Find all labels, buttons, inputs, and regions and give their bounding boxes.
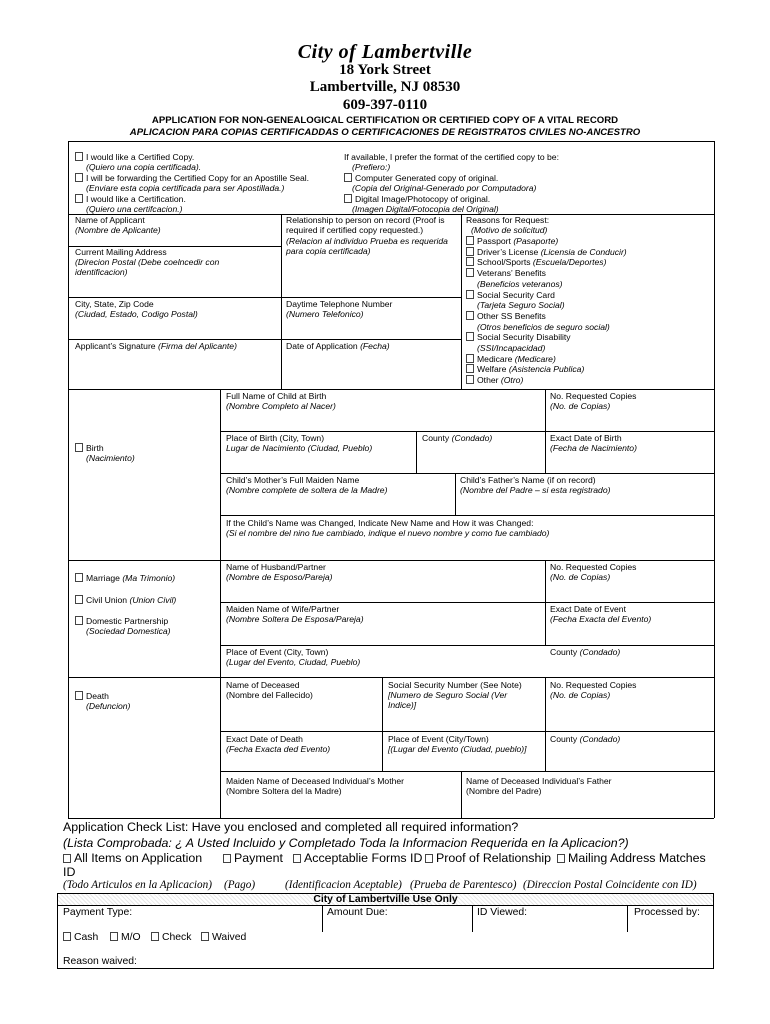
cash-checkbox[interactable]: [63, 932, 71, 941]
reason-item[interactable]: Passport (Pasaporte): [466, 236, 558, 247]
cash-option[interactable]: Cash: [63, 930, 98, 945]
reason-item[interactable]: Driver’s License (Licensia de Conducir): [466, 247, 627, 258]
wife-name-label: Maiden Name of Wife/Partner: [226, 604, 340, 614]
marriage-date-field[interactable]: [546, 626, 713, 644]
application-date-field[interactable]: [282, 353, 460, 388]
deceased-name-field[interactable]: [221, 702, 381, 730]
birth-date-spanish: (Fecha de Nacimiento): [550, 443, 637, 453]
check-option[interactable]: Check: [151, 930, 191, 945]
digital-image-spanish: (Imagen Digital/Fotocopia del Original): [352, 204, 499, 214]
checklist-spanish-4: (Direccion Postal Coincidente con ID): [523, 879, 697, 891]
birth-option[interactable]: Birth: [75, 443, 104, 454]
reason-checkbox[interactable]: [466, 268, 474, 277]
computer-generated-option[interactable]: Computer Generated copy of original.: [344, 173, 498, 184]
mailing-address-spanish-2: identificacion): [75, 267, 128, 277]
marriage-place-field[interactable]: [221, 668, 544, 676]
death-place-label: Place of Event (City/Town): [388, 734, 489, 744]
reason-item[interactable]: Welfare (Asistencia Publica): [466, 364, 584, 375]
telephone-field[interactable]: [282, 321, 460, 338]
reason-checkbox[interactable]: [466, 354, 474, 363]
reason-item: (Otros beneficios de seguro social): [477, 321, 610, 332]
apostille-option[interactable]: I will be forwarding the Certified Copy for an Apostille Seal.: [75, 173, 309, 184]
civil-union-option[interactable]: Civil Union (Union Civil): [75, 595, 176, 606]
wife-name-field[interactable]: [221, 626, 544, 644]
ssn-spanish-2: Indice)]: [388, 700, 417, 710]
money-order-option[interactable]: M/O: [110, 930, 141, 945]
mailing-address-spanish-1: (Direcion Postal (Debe coelncedir con: [75, 257, 220, 267]
domestic-partnership-spanish: (Sociedad Domestica): [86, 626, 171, 636]
husband-name-spanish: (Nombre de Esposo/Pareja): [226, 572, 333, 582]
relationship-field[interactable]: [282, 258, 460, 296]
checklist-forms-id[interactable]: Acceptablie Forms ID: [293, 851, 422, 866]
husband-name-field[interactable]: [221, 584, 544, 601]
domestic-partnership-option[interactable]: Domestic Partnership: [75, 616, 168, 627]
birth-place-label: Place of Birth (City, Town): [226, 433, 325, 443]
certification-spanish: (Quiero una certifcacion.): [86, 204, 183, 214]
checklist-id-wrap: ID: [63, 865, 76, 879]
checklist-title-spanish: (Lista Comprobada: ¿ A Usted Incluido y Completado Toda la Informacion Requerida en la Aplicacion?): [63, 836, 629, 850]
certification-checkbox[interactable]: [75, 194, 83, 203]
wife-name-spanish: (Nombre Soltera De Esposa/Pareja): [226, 614, 364, 624]
birth-place-spanish: Lugar de Nacimiento (Ciudad, Pueblo): [226, 443, 373, 453]
marriage-place-label: Place of Event (City, Town): [226, 647, 329, 657]
signature-label: Applicant’s Signature (Firma del Aplicante): [75, 341, 237, 351]
reason-checkbox[interactable]: [466, 375, 474, 384]
city-state-zip-field[interactable]: [69, 321, 280, 338]
applicant-name-field[interactable]: [69, 236, 280, 245]
deceased-mother-field[interactable]: [221, 798, 460, 817]
reason-item[interactable]: Veterans’ Benefits: [466, 268, 546, 279]
reason-waived-label: Reason waived:: [63, 956, 137, 967]
marriage-date-label: Exact Date of Event: [550, 604, 626, 614]
street-address: 18 York Street: [339, 62, 431, 78]
birth-date-field[interactable]: [546, 455, 713, 472]
reason-checkbox[interactable]: [466, 332, 474, 341]
forms-id-checkbox[interactable]: [293, 854, 301, 863]
signature-field[interactable]: [69, 353, 280, 388]
checklist-title: Application Check List: Have you enclosed and completed all required information?: [63, 820, 519, 834]
waived-checkbox[interactable]: [201, 932, 209, 941]
amount-due-label: Amount Due:: [327, 907, 388, 918]
ssn-label: Social Security Number (See Note): [388, 680, 522, 690]
money-order-checkbox[interactable]: [110, 932, 118, 941]
relationship-label-2: required if certified copy requested.): [286, 225, 424, 235]
death-copies-spanish: (No. de Copias): [550, 690, 611, 700]
death-place-spanish: [(Lugar del Evento (Ciudad, pueblo)]: [388, 744, 527, 754]
birth-copies-field[interactable]: [546, 413, 713, 430]
form-title-spanish: APLICACION PARA COPIAS CERTIFICADDAS O CERTIFICACIONES DE REGISTRATOS CIVILES NO-ANCESTRO: [129, 127, 641, 138]
computer-generated-spanish: (Copia del Original-Generado por Computadora): [352, 183, 537, 193]
form-title: APPLICATION FOR NON-GENEALOGICAL CERTIFICATION OR CERTIFIED COPY OF A VITAL RECORD: [151, 115, 619, 126]
deceased-name-label: Name of Deceased: [226, 680, 300, 690]
applicant-name-spanish: (Nombre de Aplicante): [75, 225, 161, 235]
death-county-label: County (Condado): [550, 734, 621, 744]
reason-item[interactable]: Other (Otro): [466, 375, 523, 386]
certification-option[interactable]: I would like a Certification.: [75, 194, 186, 205]
reason-item: (Tarjeta Seguro Social): [477, 300, 565, 311]
reason-checkbox[interactable]: [466, 290, 474, 299]
ssn-spanish-1: [Numero de Seguro Social (Ver: [388, 690, 508, 700]
marriage-copies-spanish: (No. de Copias): [550, 572, 611, 582]
birth-spanish: (Nacimiento): [86, 453, 135, 463]
deceased-name-spanish: (Nombre del Fallecido): [226, 690, 313, 700]
apostille-spanish: (Enviare esta copia certificada para ser Apostillada.): [86, 183, 285, 193]
reason-item[interactable]: Social Security Disability: [466, 332, 571, 343]
birth-copies-spanish: (No. de Copias): [550, 401, 611, 411]
checklist-mailing-address[interactable]: Mailing Address Matches: [557, 851, 706, 866]
checklist-all-items[interactable]: All Items on Application: [63, 851, 202, 866]
death-copies-field[interactable]: [546, 702, 713, 730]
certified-copy-spanish: (Quiero una copia certificada).: [86, 162, 202, 172]
reason-item[interactable]: School/Sports (Escuela/Deportes): [466, 257, 606, 268]
mother-name-spanish: (Nombre complete de soltera de la Madre): [226, 485, 388, 495]
name-changed-field[interactable]: [221, 540, 713, 559]
office-phone: 609-397-0110: [342, 97, 428, 113]
marriage-county-label: County (Condado): [550, 647, 621, 657]
birth-county-label: County (Condado): [422, 433, 493, 443]
marriage-copies-field[interactable]: [546, 584, 713, 601]
certified-copy-checkbox[interactable]: [75, 152, 83, 161]
applicant-name-label: Name of Applicant: [75, 215, 145, 225]
waived-option[interactable]: Waived: [201, 930, 246, 945]
digital-image-checkbox[interactable]: [344, 194, 352, 203]
mailing-address-checkbox[interactable]: [557, 854, 565, 863]
city-state-zip: Lambertville, NJ 08530: [309, 79, 461, 95]
father-name-spanish: (Nombre del Padre – si esta registrado): [460, 485, 611, 495]
mailing-address-label: Current Mailing Address: [75, 247, 167, 257]
relationship-label-1: Relationship to person on record (Proof is: [286, 215, 445, 225]
child-name-spanish: (Nombre Completo al Nacer): [226, 401, 336, 411]
reasons-title: Reasons for Request:: [466, 215, 550, 225]
child-name-field[interactable]: [221, 413, 544, 430]
reason-item[interactable]: Social Security Card: [466, 290, 555, 301]
city-state-zip-spanish: (Ciudad, Estado, Codigo Postal): [75, 309, 198, 319]
checklist-relationship[interactable]: Proof of Relationship: [425, 851, 551, 866]
relationship-spanish-1: (Relacion al individuo Prueba es requerida: [286, 236, 448, 246]
payment-type-label: Payment Type:: [63, 907, 133, 918]
format-question: If available, I prefer the format of the certified copy to be:: [344, 152, 559, 162]
domestic-partnership-checkbox[interactable]: [75, 616, 83, 625]
marriage-date-spanish: (Fecha Exacta del Evento): [550, 614, 652, 624]
payment-checkbox[interactable]: [223, 854, 231, 863]
birth-checkbox[interactable]: [75, 443, 83, 452]
mother-name-label: Child’s Mother’s Full Maiden Name: [226, 475, 360, 485]
reason-item[interactable]: Medicare (Medicare): [466, 354, 556, 365]
format-question-spanish: (Prefiero:): [352, 162, 391, 172]
telephone-spanish: (Numero Telefonico): [286, 309, 364, 319]
death-checkbox[interactable]: [75, 691, 83, 700]
reasons-title-spanish: (Motivo de solicitud): [471, 225, 548, 235]
mother-name-field[interactable]: [221, 497, 454, 514]
birth-county-field[interactable]: [417, 445, 544, 472]
deceased-father-field[interactable]: [462, 798, 713, 817]
deceased-mother-label: Maiden Name of Deceased Individual’s Mother: [226, 776, 405, 786]
birth-date-label: Exact Date of Birth: [550, 433, 622, 443]
reason-checkbox[interactable]: [466, 247, 474, 256]
reason-checkbox[interactable]: [466, 236, 474, 245]
mailing-address-field[interactable]: [69, 279, 280, 296]
checklist-spanish-3: (Prueba de Parentesco): [410, 879, 517, 891]
marriage-place-spanish: (Lugar del Evento, Ciudad, Pueblo): [226, 657, 361, 667]
death-spanish: (Defuncion): [86, 701, 131, 711]
apostille-checkbox[interactable]: [75, 173, 83, 182]
death-date-field[interactable]: [221, 756, 381, 770]
reason-item: (SSI/Incapacidad): [477, 343, 546, 353]
death-copies-label: No. Requested Copies: [550, 680, 637, 690]
reason-item[interactable]: Other SS Benefits: [466, 311, 546, 322]
marriage-option[interactable]: Marriage (Ma Trimonio): [75, 573, 175, 584]
child-name-label: Full Name of Child at Birth: [226, 391, 327, 401]
reason-checkbox[interactable]: [466, 364, 474, 373]
digital-image-option[interactable]: Digital Image/Photocopy of original.: [344, 194, 490, 205]
telephone-label: Daytime Telephone Number: [286, 299, 393, 309]
reason-checkbox[interactable]: [466, 257, 474, 266]
name-changed-spanish: (Si el nombre del nino fue cambiado, indique el nuevo nombre y como fue cambiado): [226, 528, 550, 538]
birth-copies-label: No. Requested Copies: [550, 391, 637, 401]
ssn-field[interactable]: [383, 712, 544, 730]
processed-by-label: Processed by:: [634, 907, 700, 918]
reason-checkbox[interactable]: [466, 311, 474, 320]
checklist-payment[interactable]: Payment: [223, 851, 283, 866]
death-place-field[interactable]: [383, 756, 544, 770]
id-viewed-label: ID Viewed:: [477, 907, 528, 918]
office-use-title: City of Lambertville Use Only: [58, 894, 713, 906]
husband-name-label: Name of Husband/Partner: [226, 562, 326, 572]
father-name-field[interactable]: [456, 497, 713, 514]
computer-generated-checkbox[interactable]: [344, 173, 352, 182]
certified-copy-option[interactable]: I would like a Certified Copy.: [75, 152, 194, 163]
all-items-checkbox[interactable]: [63, 854, 71, 863]
marriage-checkbox[interactable]: [75, 573, 83, 582]
civil-union-checkbox[interactable]: [75, 595, 83, 604]
birth-place-field[interactable]: [221, 455, 415, 472]
city-title: City of Lambertville: [297, 41, 473, 63]
deceased-father-spanish: (Nombre del Padre): [466, 786, 542, 796]
deceased-father-label: Name of Deceased Individual’s Father: [466, 776, 612, 786]
checklist-spanish-0: (Todo Articulos en la Aplicacion): [63, 879, 212, 891]
relationship-spanish-2: para copia certificada): [286, 246, 371, 256]
marriage-copies-label: No. Requested Copies: [550, 562, 637, 572]
death-option[interactable]: Death: [75, 691, 109, 702]
deceased-mother-spanish: (Nombre Soltera del la Madre): [226, 786, 342, 796]
city-state-zip-label: City, State, Zip Code: [75, 299, 154, 309]
death-date-label: Exact Date of Death: [226, 734, 303, 744]
reason-item: (Beneficios veteranos): [477, 278, 563, 289]
checklist-spanish-1: (Pago): [224, 879, 256, 891]
name-changed-label: If the Child’s Name was Changed, Indicate New Name and How it was Changed:: [226, 518, 534, 528]
father-name-label: Child’s Father’s Name (if on record): [460, 475, 596, 485]
relationship-checkbox[interactable]: [425, 854, 433, 863]
application-date-label: Date of Application (Fecha): [286, 341, 390, 351]
checklist-spanish-2: (Identificacion Aceptable): [285, 879, 402, 891]
check-checkbox[interactable]: [151, 932, 159, 941]
death-date-spanish: (Fecha Exacta ded Evento): [226, 744, 331, 754]
